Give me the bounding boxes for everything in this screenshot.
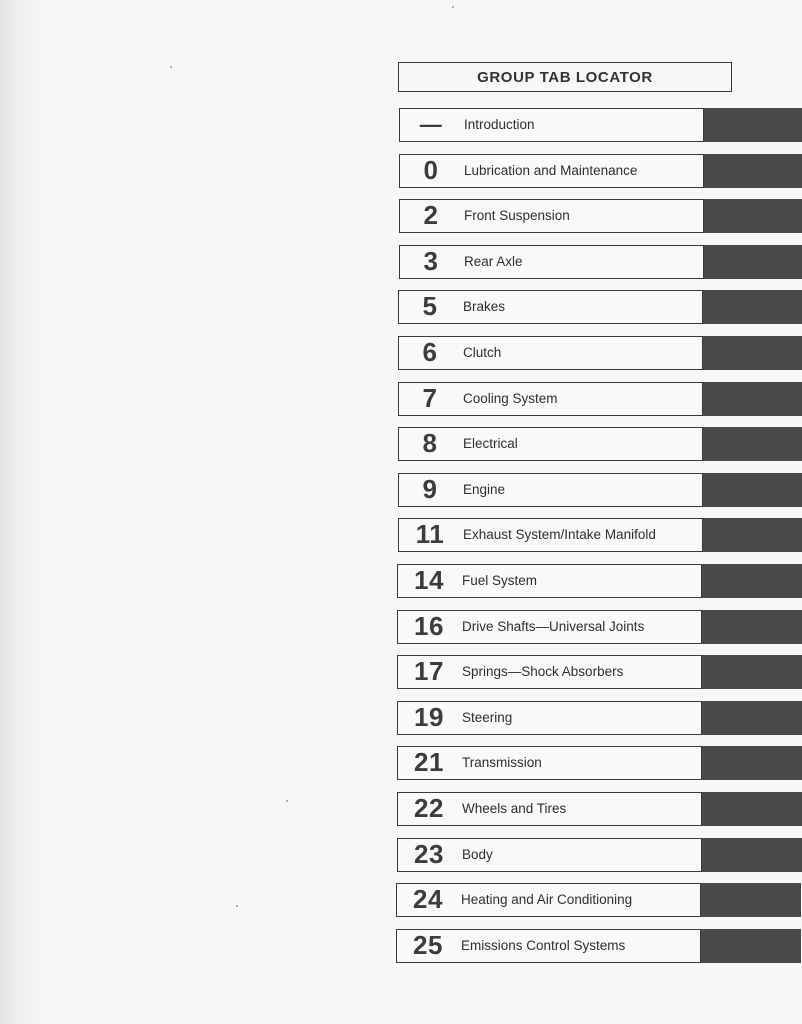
group-tab-box xyxy=(397,701,702,735)
group-tab-marker xyxy=(704,154,802,188)
group-tab-box xyxy=(397,564,702,598)
group-number: 14 xyxy=(414,565,444,595)
group-tab-box xyxy=(397,746,702,780)
group-number: 24 xyxy=(413,884,443,914)
group-tab-marker xyxy=(701,883,801,917)
group-tab-box xyxy=(398,336,703,370)
group-tab-marker xyxy=(703,336,802,370)
group-number: 16 xyxy=(414,611,444,641)
group-tab-marker xyxy=(702,655,802,689)
group-number: — xyxy=(419,111,443,137)
group-tab-marker xyxy=(703,290,802,324)
group-label: Drive Shafts—Universal Joints xyxy=(462,619,645,634)
group-tab-box xyxy=(399,199,704,233)
group-tab-row xyxy=(398,382,802,416)
group-number: 3 xyxy=(423,246,439,276)
group-tab-box xyxy=(398,290,703,324)
group-tab-marker xyxy=(703,518,802,552)
group-number: 9 xyxy=(422,474,438,504)
group-tab-marker xyxy=(702,792,802,826)
group-label: Exhaust System/Intake Manifold xyxy=(463,527,656,542)
group-label: Body xyxy=(462,847,493,862)
group-number: 11 xyxy=(415,519,445,549)
group-tab-marker xyxy=(701,929,801,963)
group-tab-box xyxy=(398,427,703,461)
group-tab-row xyxy=(398,473,802,507)
group-number: 17 xyxy=(414,656,444,686)
group-label: Transmission xyxy=(462,755,542,770)
group-tab-marker xyxy=(704,108,802,142)
group-label: Engine xyxy=(463,482,506,497)
group-tab-row xyxy=(399,245,802,279)
group-tab-row xyxy=(397,792,802,826)
group-label: Steering xyxy=(462,710,513,725)
group-tab-box xyxy=(397,655,702,689)
group-tab-marker xyxy=(702,701,802,735)
group-tab-marker xyxy=(704,245,802,279)
group-label: Front Suspension xyxy=(464,208,570,223)
group-number: 2 xyxy=(423,200,439,230)
group-tab-row xyxy=(398,427,802,461)
group-tab-row xyxy=(396,883,801,917)
group-label: Wheels and Tires xyxy=(462,801,567,816)
group-label: Emissions Control Systems xyxy=(461,938,626,953)
group-tab-box xyxy=(398,382,703,416)
group-tab-row xyxy=(398,290,802,324)
group-tab-row xyxy=(398,336,802,370)
group-tab-row xyxy=(397,564,802,598)
group-label: Brakes xyxy=(463,299,506,314)
group-tab-box xyxy=(397,792,702,826)
group-label: Clutch xyxy=(463,345,502,360)
group-tab-row xyxy=(398,518,802,552)
group-number: 25 xyxy=(413,930,443,960)
group-label: Introduction xyxy=(464,117,535,132)
group-number: 19 xyxy=(414,702,444,732)
group-tab-marker xyxy=(702,610,802,644)
group-number: 5 xyxy=(422,291,438,321)
page-title: GROUP TAB LOCATOR xyxy=(477,68,653,86)
group-tab-box xyxy=(399,245,704,279)
group-tab-row xyxy=(397,610,802,644)
group-tab-box xyxy=(396,883,701,917)
group-tab-row xyxy=(397,838,802,872)
group-tab-box xyxy=(396,929,701,963)
group-tab-box xyxy=(398,518,703,552)
group-label: Fuel System xyxy=(462,573,538,588)
group-tab-box xyxy=(397,610,702,644)
group-tab-row xyxy=(399,108,802,142)
group-number: 8 xyxy=(422,428,438,458)
group-label: Rear Axle xyxy=(464,254,523,269)
group-label: Lubrication and Maintenance xyxy=(464,163,638,178)
group-label: Springs—Shock Absorbers xyxy=(462,664,624,679)
group-tab-row xyxy=(397,655,802,689)
group-tab-box xyxy=(399,108,704,142)
group-label: Heating and Air Conditioning xyxy=(461,892,633,907)
group-tab-row xyxy=(397,701,802,735)
group-number: 23 xyxy=(414,839,444,869)
group-tab-box xyxy=(398,473,703,507)
group-label: Electrical xyxy=(463,436,518,451)
group-number: 0 xyxy=(423,155,439,185)
group-tab-marker xyxy=(703,427,802,461)
group-tab-marker xyxy=(702,746,802,780)
group-tab-marker xyxy=(703,382,802,416)
group-tab-row xyxy=(399,154,802,188)
group-tab-row xyxy=(396,929,801,963)
group-number: 21 xyxy=(414,747,444,777)
group-number: 6 xyxy=(422,337,438,367)
group-number: 22 xyxy=(414,793,444,823)
group-tab-marker xyxy=(704,199,802,233)
group-tab-box xyxy=(397,838,702,872)
group-tab-row xyxy=(399,199,802,233)
group-label: Cooling System xyxy=(463,391,558,406)
group-tab-marker xyxy=(702,564,802,598)
group-tab-marker xyxy=(703,473,802,507)
group-tab-marker xyxy=(702,838,802,872)
group-number: 7 xyxy=(422,383,438,413)
group-tab-row xyxy=(397,746,802,780)
group-tab-box xyxy=(399,154,704,188)
